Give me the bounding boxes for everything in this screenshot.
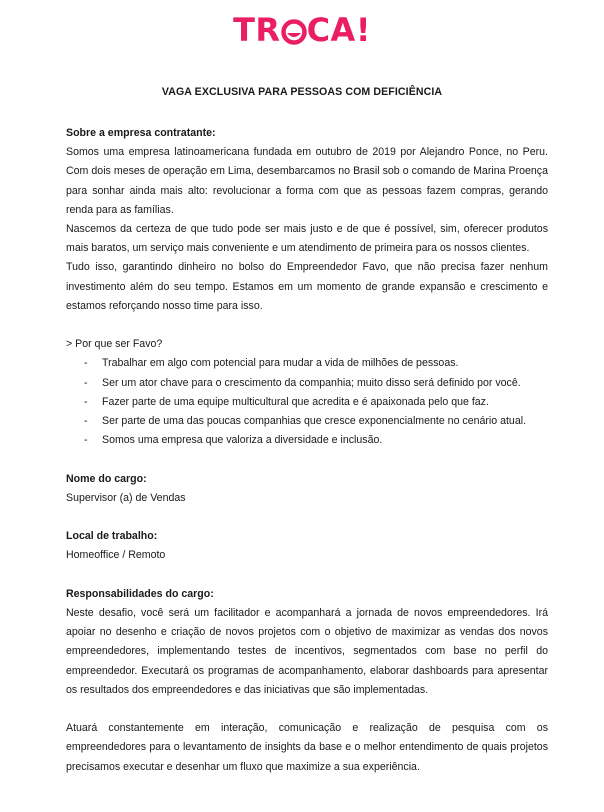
- section-heading-sobre: Sobre a empresa contratante:: [66, 127, 216, 139]
- paragraph-resp-2: Atuará constantemente em interação, comunicação e realização de pesquisa com os empreendedores para o levantamento de insights da base e o melhor entendimento de quais projetos precisamos executar e desenhar um fluxo que maximize a sua experiência.: [66, 722, 548, 773]
- list-item: - Ser parte de uma das poucas companhias que cresce exponencialmente no cenário atual.: [84, 415, 527, 428]
- list-item: - Fazer parte de uma equipe multicultural que acredita e é apaixonada pelo que faz.: [84, 395, 489, 408]
- smile-o-icon: [281, 19, 307, 45]
- page-title: VAGA EXCLUSIVA PARA PESSOAS COM DEFICIÊNCIA: [161, 86, 443, 98]
- logo-text-right: CA!: [306, 11, 371, 49]
- paragraph-sobre-1: Somos uma empresa latinoamericana fundada em outubro de 2019 por Alejandro Ponce, no Peru. Com dois meses de operação em Lima, desembarcamos no Brasil sob o comando de Marina Proença para sonhar ainda mais alto: revolucionar a forma com que as pessoas fazem compras, gerando renda para as famílias.: [66, 146, 548, 216]
- benefits-list: [66, 354, 548, 450]
- cargo-value: Supervisor (a) de Vendas: [66, 491, 186, 504]
- section-heading-porque: > Por que ser Favo?: [66, 338, 163, 351]
- paragraph-resp-1: Neste desafio, você será um facilitador e acompanhará a jornada de novos empreendedores. Irá apoiar no desenho e criação de novos projetos com o objetivo de maximizar as vendas dos novos empreendedores, implementando testes de incentivos, segmentados com base no perfil do empreendedor. Executará os programas de acompanhamento, elaborar dashboards para apresentar os resultados dos empreendedores e das iniciativas que são implementadas.: [66, 607, 548, 696]
- list-item: - Ser um ator chave para o crescimento da companhia; muito disso será definido por você.: [84, 376, 521, 389]
- logo-text-left: TR: [233, 11, 281, 49]
- document-body: [66, 124, 548, 777]
- list-item: - Somos uma empresa que valoriza a diversidade e inclusão.: [84, 434, 383, 447]
- local-value: Homeoffice / Remoto: [66, 549, 166, 562]
- list-item: - Trabalhar em algo com potencial para mudar a vida de milhões de pessoas.: [84, 357, 459, 370]
- troca-logo: [0, 10, 604, 50]
- section-heading-cargo: Nome do cargo:: [66, 472, 147, 485]
- paragraph-sobre-2: Nascemos da certeza de que tudo pode ser mais justo e de que é possível, sim, oferecer produtos mais baratos, um serviço mais conveniente e um atendimento de primeira para os nossos clientes.: [66, 223, 548, 255]
- paragraph-sobre-3: Tudo isso, garantindo dinheiro no bolso do Empreendedor Favo, que não precisa fazer nenhum investimento além do seu tempo. Estamos em um momento de grande expansão e crescimento e estamos reforçando nosso time para isso.: [66, 261, 548, 312]
- section-heading-responsabilidades: Responsabilidades do cargo:: [66, 587, 214, 600]
- section-heading-local: Local de trabalho:: [66, 530, 158, 543]
